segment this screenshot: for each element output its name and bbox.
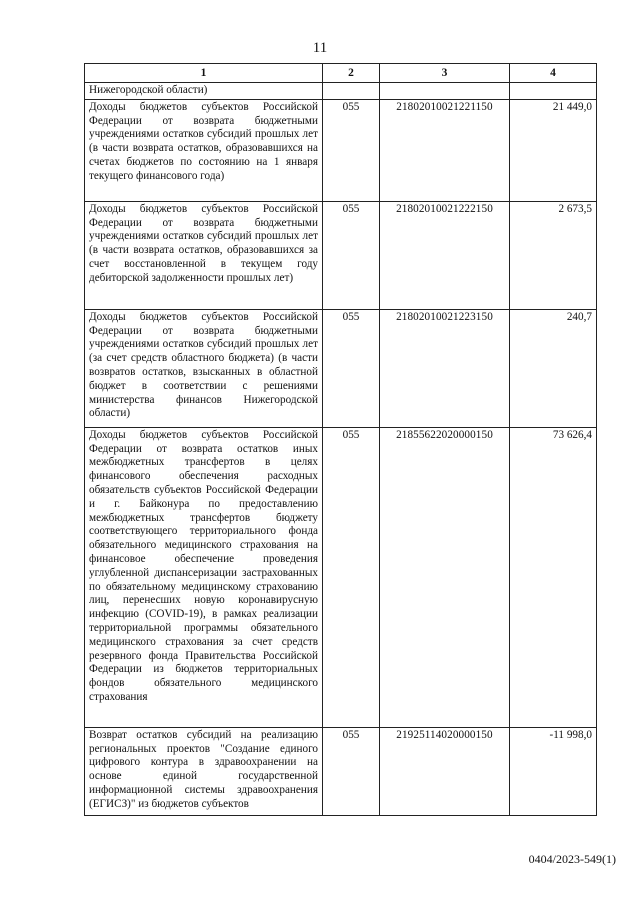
- row-budget-code: 21802010021222150: [380, 201, 510, 309]
- row-amount: -11 998,0: [510, 727, 597, 815]
- continuation-text: Нижегородской области): [85, 83, 323, 100]
- row-budget-code: 21802010021223150: [380, 309, 510, 427]
- table-row: [85, 201, 597, 309]
- header-col-2: 2: [323, 64, 380, 83]
- row-amount: 240,7: [510, 309, 597, 427]
- header-col-3: 3: [380, 64, 510, 83]
- row-amount: 73 626,4: [510, 427, 597, 727]
- row-budget-code: 21925114020000150: [380, 727, 510, 815]
- document-footer-code: 0404/2023-549(1): [528, 852, 616, 866]
- row-admin-code: 055: [323, 309, 380, 427]
- table-row-continuation: [85, 83, 597, 100]
- budget-table: [84, 63, 597, 816]
- row-admin-code: 055: [323, 727, 380, 815]
- header-col-4: 4: [510, 64, 597, 83]
- header-col-1: 1: [85, 64, 323, 83]
- row-budget-code: 21855622020000150: [380, 427, 510, 727]
- row-description: Доходы бюджетов субъектов Российской Федерации от возврата бюджетными учреждениями остатков субсидий прошлых лет (в части возврата остатков, образовавшихся на счетах бюджетов по состоянию на 1 января текущего финансового года): [85, 99, 323, 201]
- row-amount: 21 449,0: [510, 99, 597, 201]
- empty-cell: [380, 83, 510, 100]
- row-admin-code: 055: [323, 427, 380, 727]
- table-row: [85, 99, 597, 201]
- table-row: [85, 309, 597, 427]
- row-budget-code: 21802010021221150: [380, 99, 510, 201]
- row-description: Доходы бюджетов субъектов Российской Федерации от возврата остатков иных межбюджетных трансфертов в целях финансового обеспечения расходных обязательств субъектов Российской Федерации и г. Байконура по предоставлению межбюджетных трансфертов бюджету соответствующего территориального фонда обязательного медицинского страхования на финансовое обеспечение проведения углубленной диспансеризации застрахованных по обязательному медицинскому страхованию лиц, перенесших новую коронавирусную инфекцию (COVID-19), в рамках реализации территориальной программы обязательного медицинского страхования за счет средств резервного фонда Правительства Российской Федерации из бюджетов территориальных фондов обязательного медицинского страхования: [85, 427, 323, 727]
- row-description: Доходы бюджетов субъектов Российской Федерации от возврата бюджетными учреждениями остатков субсидий прошлых лет (в части возврата остатков, образовавшихся за счет восстановленной в текущем году дебиторской задолженности прошлых лет): [85, 201, 323, 309]
- page-number: 11: [312, 40, 328, 56]
- table-row: [85, 727, 597, 815]
- empty-cell: [510, 83, 597, 100]
- empty-cell: [323, 83, 380, 100]
- table-header-row: [85, 64, 597, 83]
- row-description: Доходы бюджетов субъектов Российской Федерации от возврата бюджетными учреждениями остатков субсидий прошлых лет (за счет средств областного бюджета) (в части возвратов остатков, взысканных в областной бюджет в соответствии с решениями министерства финансов Нижегородской области): [85, 309, 323, 427]
- row-amount: 2 673,5: [510, 201, 597, 309]
- table-row: [85, 427, 597, 727]
- row-description: Возврат остатков субсидий на реализацию региональных проектов "Создание единого цифрового контура в здравоохранении на основе единой государственной информационной системы здравоохранения (ЕГИСЗ)" из бюджетов субъектов: [85, 727, 323, 815]
- row-admin-code: 055: [323, 201, 380, 309]
- row-admin-code: 055: [323, 99, 380, 201]
